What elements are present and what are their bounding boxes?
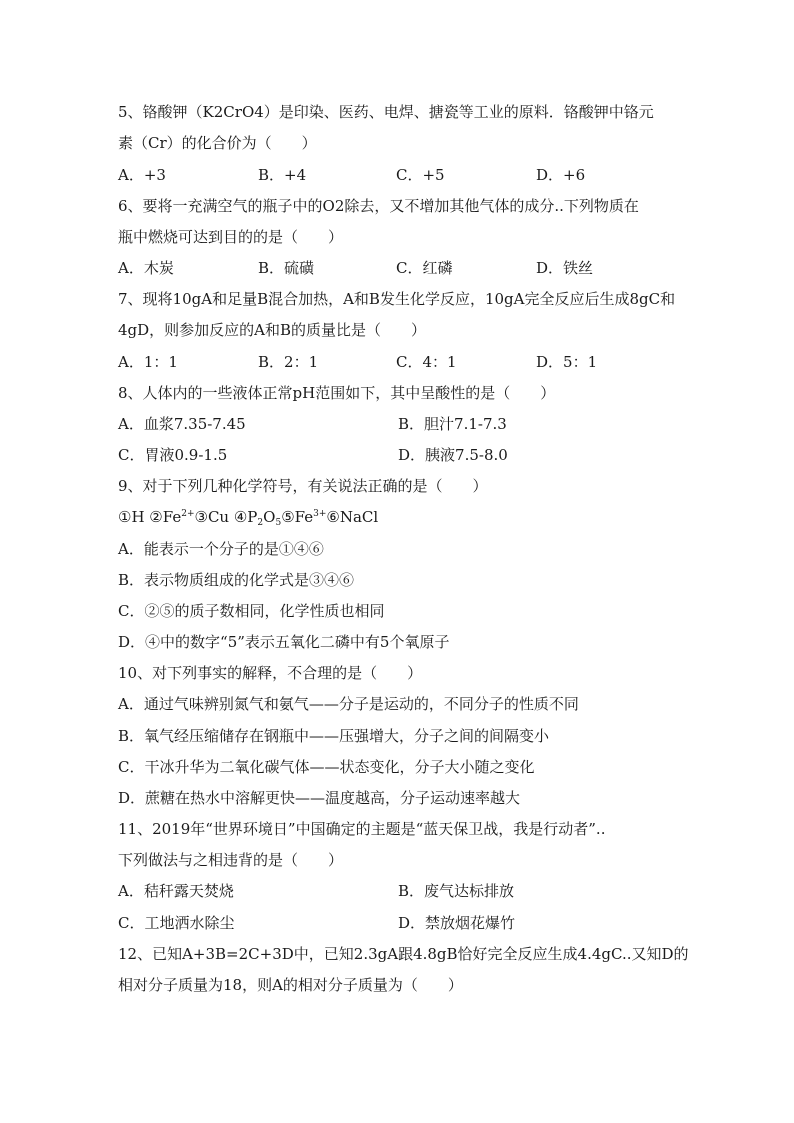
- question-11-option-a[interactable]: A．秸秆露天焚烧: [118, 882, 234, 900]
- question-8-stem: 8、人体内的一些液体正常pH范围如下，其中呈酸性的是（ ）: [118, 384, 556, 402]
- question-9-option-a[interactable]: A．能表示一个分子的是①④⑥: [118, 540, 324, 558]
- symbol-text-2: ③Cu ④P: [194, 508, 258, 526]
- question-6-option-b[interactable]: B．硫磺: [258, 259, 315, 277]
- question-6-stem-line-2: 瓶中燃烧可达到目的的是（ ）: [118, 228, 344, 246]
- question-9-option-c[interactable]: C．②⑤的质子数相同，化学性质也相同: [118, 602, 385, 620]
- question-6-option-d[interactable]: D．铁丝: [536, 259, 594, 277]
- question-6-stem-line-1: 6、要将一充满空气的瓶子中的O2除去，又不增加其他气体的成分..下列物质在: [118, 197, 639, 215]
- question-10-stem: 10、对下列事实的解释，不合理的是（ ）: [118, 664, 423, 682]
- question-11-option-c[interactable]: C．工地洒水除尘: [118, 914, 235, 932]
- question-9-option-d[interactable]: D．④中的数字“5”表示五氧化二磷中有5个氧原子: [118, 633, 450, 651]
- symbol-superscript-fe3: 3+: [313, 509, 327, 519]
- question-11-stem-line-2: 下列做法与之相违背的是（ ）: [118, 851, 344, 869]
- question-11-option-d[interactable]: D．禁放烟花爆竹: [398, 914, 516, 932]
- question-12-stem-line-1: 12、已知A+3B=2C+3D中，已知2.3gA跟4.8gB恰好完全反应生成4.4gC..又知D的: [118, 945, 689, 963]
- question-10-option-c[interactable]: C．干冰升华为二氧化碳气体——状态变化，分子大小随之变化: [118, 758, 535, 776]
- question-5-option-c[interactable]: C．+5: [396, 166, 445, 184]
- question-5-option-a[interactable]: A．+3: [118, 166, 166, 184]
- symbol-text-4: ⑥NaCl: [326, 508, 379, 526]
- symbol-text-1: ①H ②Fe: [118, 508, 182, 526]
- question-5-option-d[interactable]: D．+6: [536, 166, 586, 184]
- question-6-option-a[interactable]: A．木炭: [118, 259, 174, 277]
- question-11-stem-line-1: 11、2019年“世界环境日”中国确定的主题是“蓝天保卫战，我是行动者”..: [118, 820, 606, 838]
- symbol-text-3: ⑤Fe: [281, 508, 314, 526]
- symbol-text-o: O: [263, 508, 276, 526]
- question-7-option-a[interactable]: A．1：1: [118, 353, 178, 371]
- question-8-option-b[interactable]: B．胆汁7.1-7.3: [398, 415, 507, 433]
- question-9-stem: 9、对于下列几种化学符号，有关说法正确的是（ ）: [118, 477, 488, 495]
- symbol-superscript-fe2: 2+: [181, 509, 195, 519]
- question-5-option-b[interactable]: B．+4: [258, 166, 307, 184]
- question-5-stem-line-1: 5、铬酸钾（K2CrO4）是印染、医药、电焊、搪瓷等工业的原料．铬酸钾中铬元: [118, 103, 654, 121]
- question-10-option-b[interactable]: B．氧气经压缩储存在钢瓶中——压强增大，分子之间的间隔变小: [118, 727, 550, 745]
- question-7-option-b[interactable]: B．2：1: [258, 353, 319, 371]
- question-10-option-a[interactable]: A．通过气味辨别氮气和氨气——分子是运动的，不同分子的性质不同: [118, 695, 579, 713]
- question-9-symbols: [118, 507, 678, 527]
- question-7-stem-line-2: 4gD，则参加反应的A和B的质量比是（ ）: [118, 321, 427, 339]
- question-7-stem-line-1: 7、现将10gA和足量B混合加热，A和B发生化学反应，10gA完全反应后生成8gC和: [118, 290, 676, 308]
- question-12-stem-line-2: 相对分子质量为18，则A的相对分子质量为（ ）: [118, 976, 463, 994]
- question-5-stem-line-2: 素（Cr）的化合价为（ ）: [118, 134, 317, 152]
- question-8-option-d[interactable]: D．胰液7.5-8.0: [398, 446, 508, 464]
- question-11-option-b[interactable]: B．废气达标排放: [398, 882, 515, 900]
- symbol-subscript-p: 2: [257, 518, 264, 528]
- question-8-option-a[interactable]: A．血浆7.35-7.45: [118, 415, 246, 433]
- question-7-option-c[interactable]: C．4：1: [396, 353, 457, 371]
- question-7-option-d[interactable]: D．5：1: [536, 353, 598, 371]
- question-8-option-c[interactable]: C．胃液0.9-1.5: [118, 446, 228, 464]
- question-10-option-d[interactable]: D．蔗糖在热水中溶解更快——温度越高，分子运动速率越大: [118, 789, 521, 807]
- question-6-option-c[interactable]: C．红磷: [396, 259, 453, 277]
- question-9-option-b[interactable]: B．表示物质组成的化学式是③④⑥: [118, 571, 355, 589]
- symbol-subscript-o: 5: [275, 518, 282, 528]
